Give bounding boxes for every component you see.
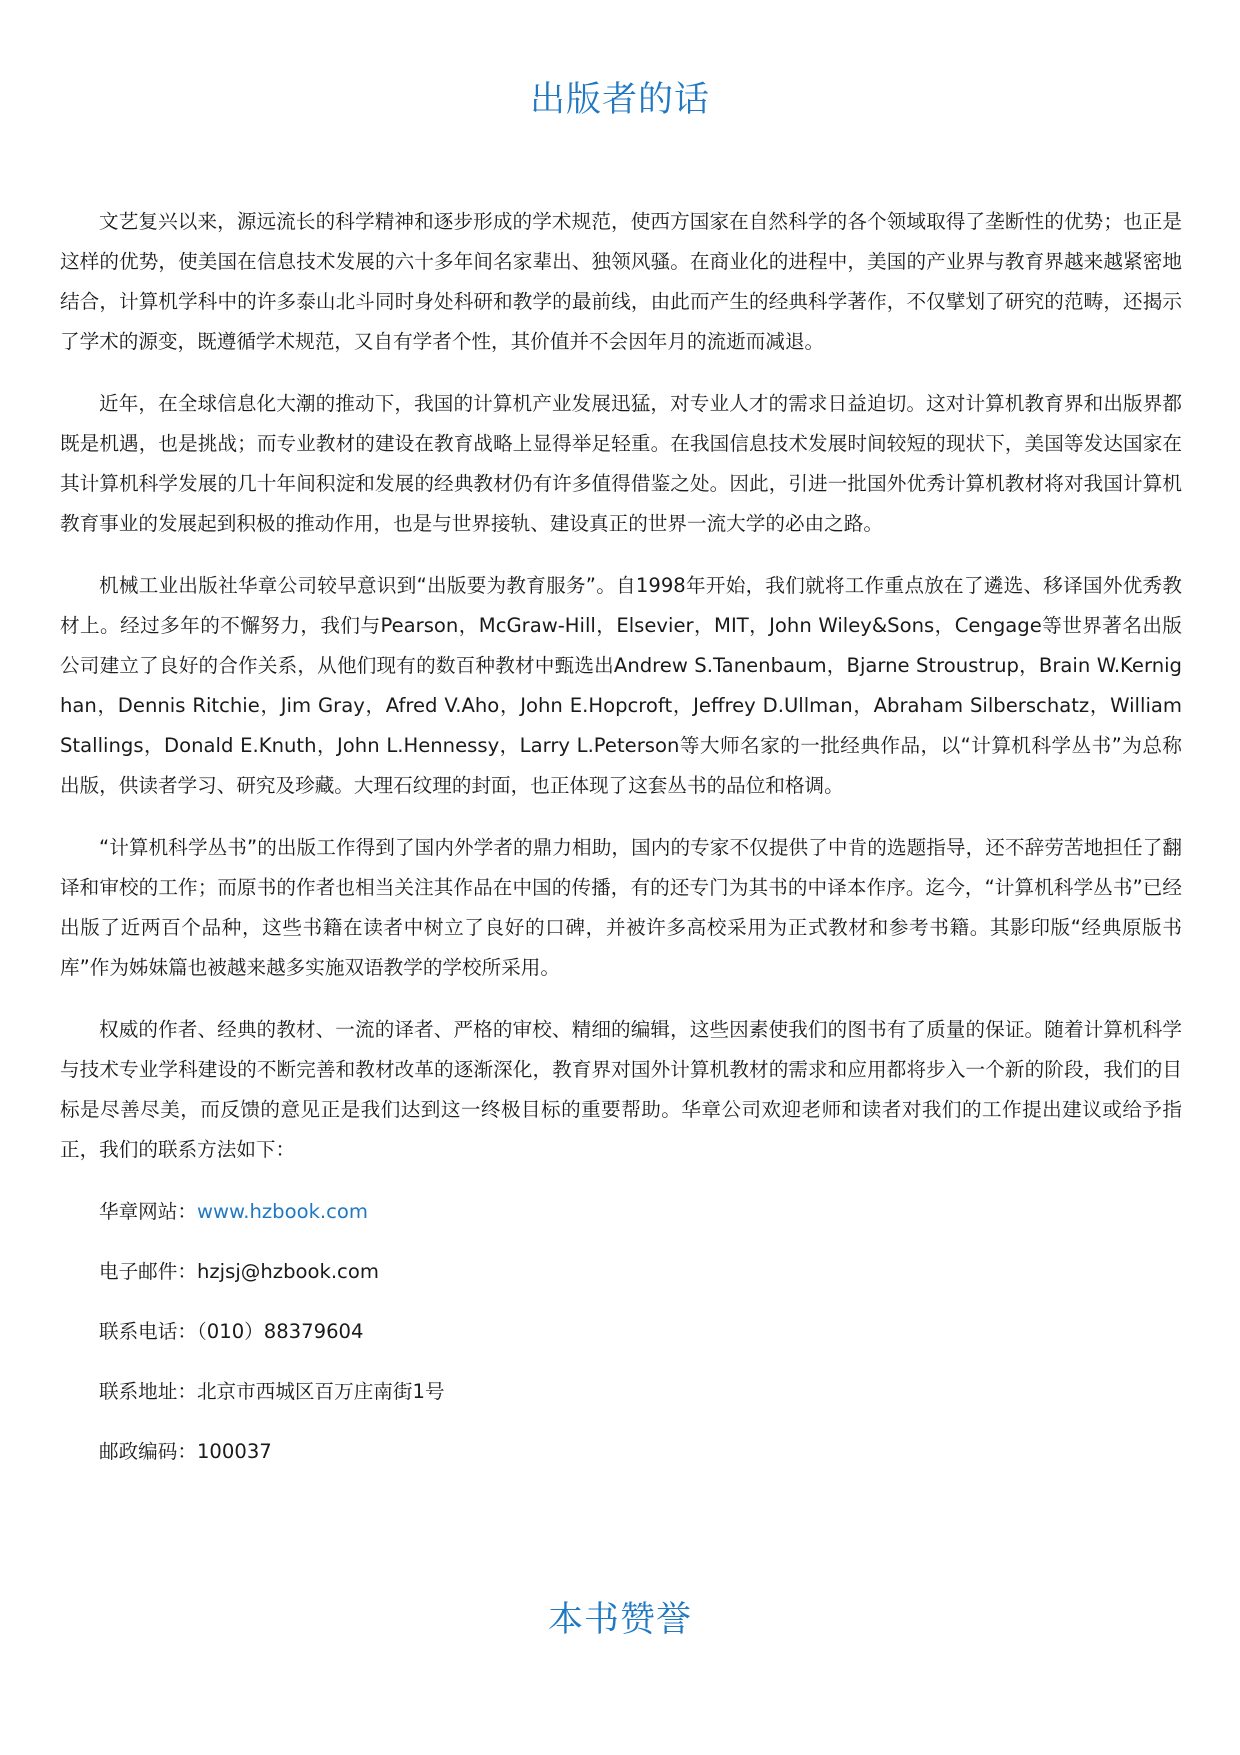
preface-body — [60, 202, 1182, 1492]
page-title: 出版者的话 — [529, 80, 710, 120]
postal-code: 100037 — [196, 1440, 272, 1463]
website-link[interactable]: www.hzbook.com — [196, 1200, 369, 1223]
contact-label: 华章网站： — [99, 1200, 197, 1223]
contact-phone — [99, 1312, 1182, 1352]
contact-address — [99, 1372, 1182, 1412]
paragraph-1: 文艺复兴以来，源远流长的科学精神和逐步形成的学术规范，使西方国家在自然科学的各个领域取得了垄断性的优势；也正是这样的优势，使美国在信息技术发展的六十多年间名家辈出、独领风骚。在商业化的进程中，美国的产业界与教育界越来越紧密地结合，计算机学科中的许多泰山北斗同时身处科研和教学的最前线，由此而产生的经典科学著作，不仅擘划了研究的范畴，还揭示了学术的源变，既遵循学术规范，又自有学者个性，其价值并不会因年月的流逝而减退。 — [60, 210, 1182, 353]
paragraph-5: 权威的作者、经典的教材、一流的译者、严格的审校、精细的编辑，这些因素使我们的图书有了质量的保证。随着计算机科学与技术专业学科建设的不断完善和教材改革的逐渐深化，教育界对国外计算机教材的需求和应用都将步入一个新的阶段，我们的目标是尽善尽美，而反馈的意见正是我们达到这一终极目标的重要帮助。华章公司欢迎老师和读者对我们的工作提出建议或给予指正，我们的联系方法如下： — [60, 1018, 1182, 1161]
contact-postcode — [99, 1432, 1182, 1472]
email-address: hzjsj@hzbook.com — [196, 1260, 379, 1283]
contact-email — [99, 1252, 1182, 1292]
contact-label: 联系地址： — [99, 1380, 197, 1403]
paragraph-4: “计算机科学丛书”的出版工作得到了国内外学者的鼎力相助，国内的专家不仅提供了中肯的选题指导，还不辞劳苦地担任了翻译和审校的工作；而原书的作者也相当关注其作品在中国的传播，有的还专门为其书的中译本作序。迄今，“计算机科学丛书”已经出版了近两百个品种，这些书籍在读者中树立了良好的口碑，并被许多高校采用为正式教材和参考书籍。其影印版“经典原版书库”作为姊妹篇也被越来越多实施双语教学的学校所采用。 — [60, 836, 1182, 979]
postal-address: 北京市西城区百万庄南街1号 — [196, 1380, 445, 1403]
contact-website — [99, 1192, 1182, 1232]
contact-list — [60, 1192, 1182, 1472]
contact-label: 联系电话： — [99, 1320, 197, 1343]
phone-number: （010）88379604 — [196, 1320, 364, 1343]
contact-label: 电子邮件： — [99, 1260, 197, 1283]
section-title-praise: 本书赞誉 — [547, 1600, 692, 1640]
contact-label: 邮政编码： — [99, 1440, 197, 1463]
paragraph-2: 近年，在全球信息化大潮的推动下，我国的计算机产业发展迅猛，对专业人才的需求日益迫切。这对计算机教育界和出版界都既是机遇，也是挑战；而专业教材的建设在教育战略上显得举足轻重。在我国信息技术发展时间较短的现状下，美国等发达国家在其计算机科学发展的几十年间积淀和发展的经典教材仍有许多值得借鉴之处。因此，引进一批国外优秀计算机教材将对我国计算机教育事业的发展起到积极的推动作用，也是与世界接轨、建设真正的世界一流大学的必由之路。 — [60, 392, 1182, 535]
paragraph-3: 机械工业出版社华章公司较早意识到“出版要为教育服务”。自1998年开始，我们就将工作重点放在了遴选、移译国外优秀教材上。经过多年的不懈努力，我们与Pearson，McGraw-Hill，Elsevier，MIT，John Wiley&Sons，Cengage等世界著名出版公司建立了良好的合作关系，从他们现有的数百种教材中甄选出Andrew S.Tanenbaum，Bjarne Stroustrup，Brain W.Kernighan，Dennis Ritchie，Jim Gray，Afred V.Aho，John E.Hopcroft，Jeffrey D.Ullman，Abraham Silberschatz，William Stallings，Donald E.Knuth，John L.Hennessy，Larry L.Peterson等大师名家的一批经典作品，以“计算机科学丛书”为总称出版，供读者学习、研究及珍藏。大理石纹理的封面，也正体现了这套丛书的品位和格调。 — [60, 574, 1182, 797]
